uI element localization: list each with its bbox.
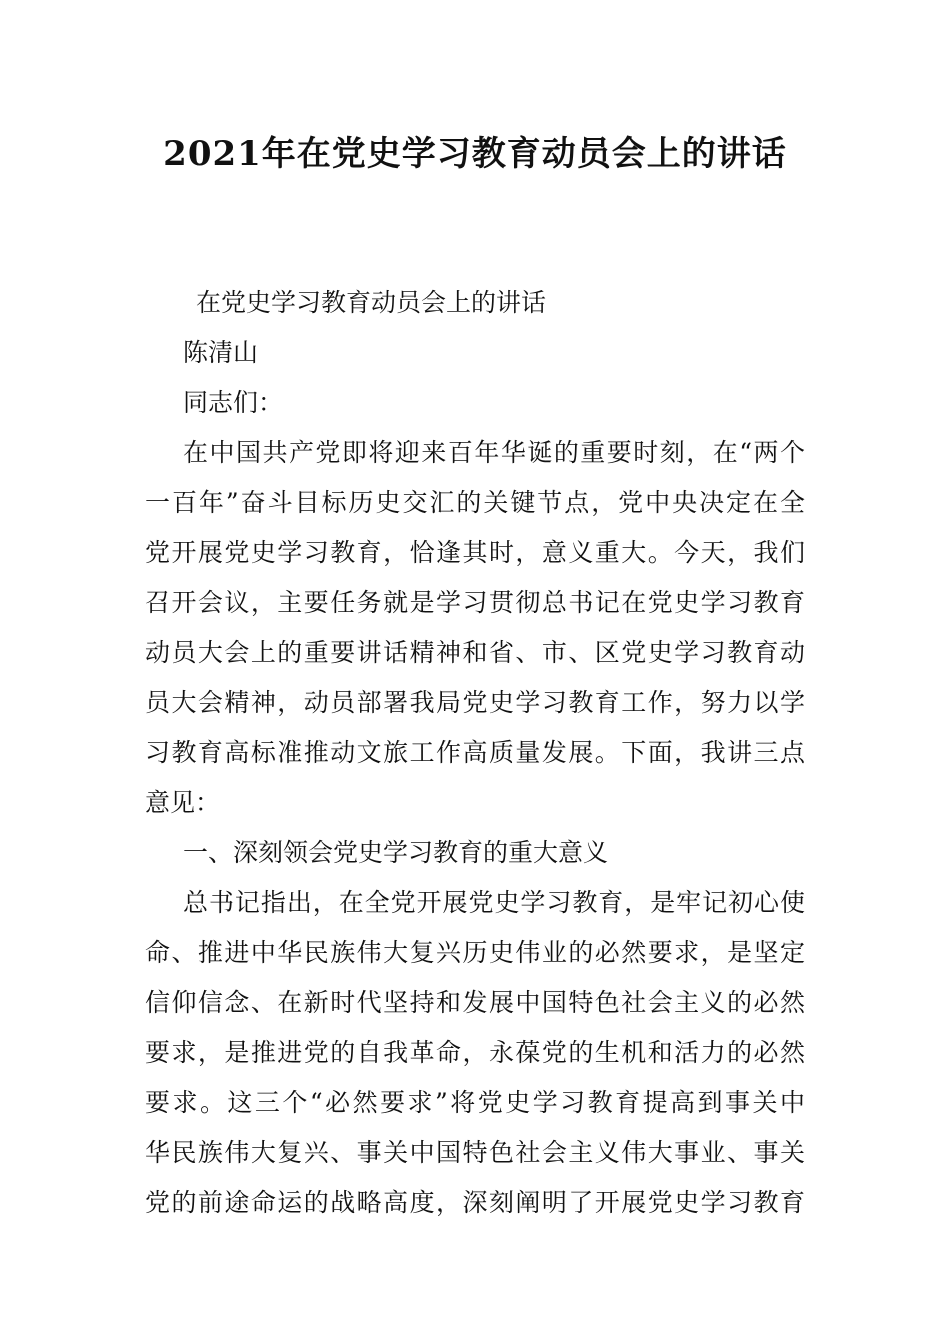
paragraph-line: 命、推进中华民族伟大复兴历史伟业的必然要求，是坚定 xyxy=(145,938,805,967)
paragraph-line: 要求，是推进党的自我革命，永葆党的生机和活力的必然 xyxy=(145,1038,805,1067)
speech-subtitle: 在党史学习教育动员会上的讲话 xyxy=(196,288,547,317)
paragraph-line: 在中国共产党即将迎来百年华诞的重要时刻，在“两个 xyxy=(183,438,805,467)
paragraph-line: 党开展党史学习教育，恰逢其时，意义重大。今天，我们 xyxy=(145,538,805,567)
paragraph-line: 意见： xyxy=(145,788,221,817)
paragraph-line: 信仰信念、在新时代坚持和发展中国特色社会主义的必然 xyxy=(145,988,805,1017)
paragraph-line: 动员大会上的重要讲话精神和省、市、区党史学习教育动 xyxy=(145,638,805,667)
paragraph-line: 一百年”奋斗目标历史交汇的关键节点，党中央决定在全 xyxy=(145,488,805,517)
salutation: 同志们： xyxy=(183,388,284,417)
author-name: 陈清山 xyxy=(183,338,259,367)
document-title: 2021年在党史学习教育动员会上的讲话 xyxy=(163,134,787,174)
paragraph-line: 党的前途命运的战略高度，深刻阐明了开展党史学习教育 xyxy=(145,1188,805,1217)
paragraph-intro xyxy=(145,428,805,828)
paragraph-line: 召开会议，主要任务就是学习贯彻总书记在党史学习教育 xyxy=(145,588,805,617)
paragraph-line: 要求。这三个“必然要求”将党史学习教育提高到事关中 xyxy=(145,1088,805,1117)
paragraph-significance xyxy=(145,878,805,1228)
section-heading: 一、深刻领会党史学习教育的重大意义 xyxy=(183,838,609,867)
document-body xyxy=(145,278,805,1228)
paragraph-line: 习教育高标准推动文旅工作高质量发展。下面，我讲三点 xyxy=(145,738,805,767)
paragraph-line: 总书记指出，在全党开展党史学习教育，是牢记初心使 xyxy=(183,888,805,917)
paragraph-line: 华民族伟大复兴、事关中国特色社会主义伟大事业、事关 xyxy=(145,1138,805,1167)
paragraph-line: 员大会精神，动员部署我局党史学习教育工作，努力以学 xyxy=(145,688,805,717)
